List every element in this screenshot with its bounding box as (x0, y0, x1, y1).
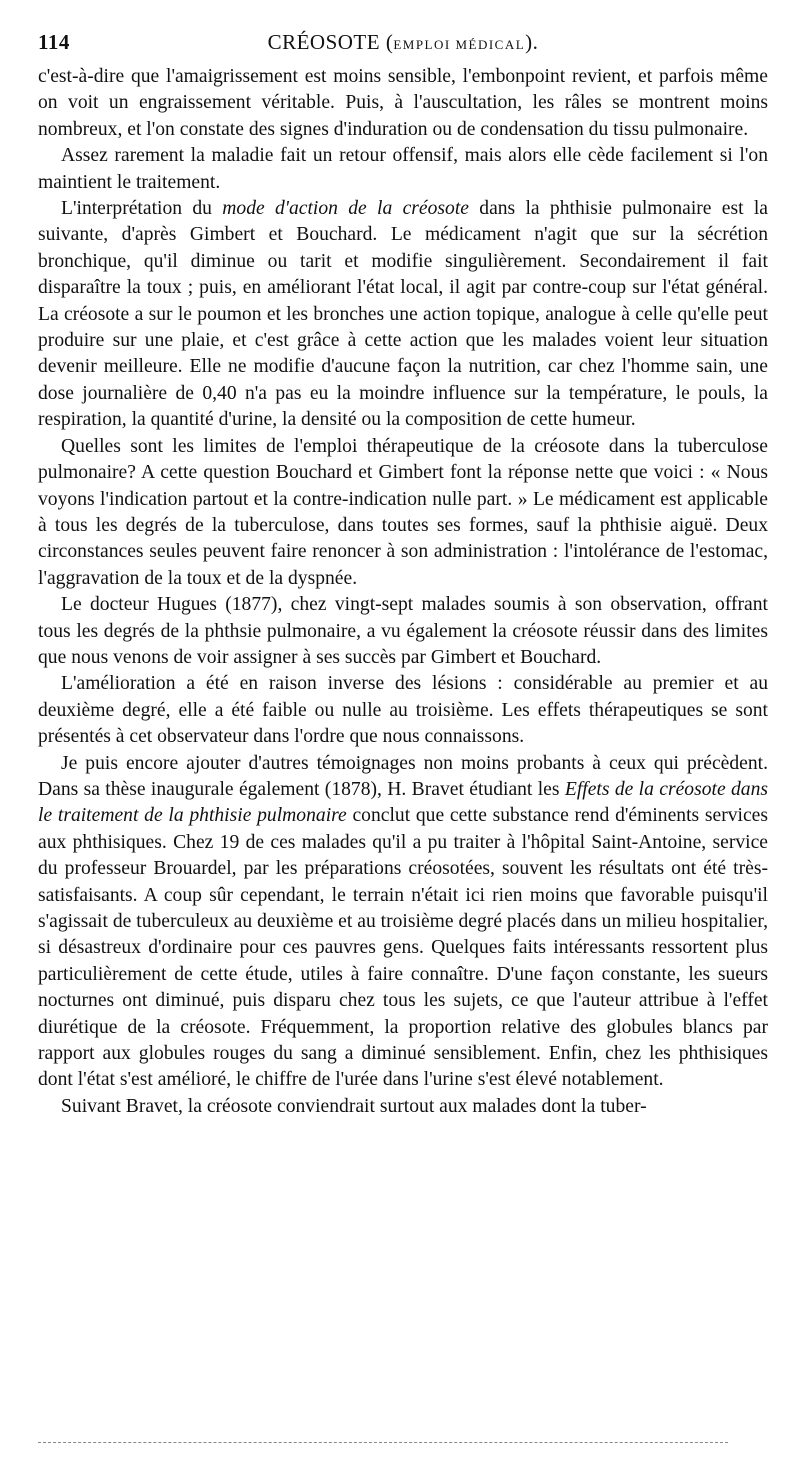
paragraph (38, 196, 768, 434)
text-run: L'interprétation du (61, 198, 223, 220)
running-title-end: ). (525, 30, 539, 54)
paragraph (38, 143, 768, 196)
paragraph (38, 671, 768, 750)
paragraph (38, 1094, 768, 1120)
page (38, 30, 768, 1120)
text-run: Assez rarement la maladie fait un retour offensif, mais alors elle cède facilement si l'on maintient le traitement. (38, 145, 768, 193)
paragraph (38, 751, 768, 1094)
paragraph (38, 592, 768, 671)
text-run: Quelles sont les limites de l'emploi thérapeutique de la créosote dans la tuberculose pulmonaire? A cette question Bouchard et Gimbert font la réponse nette que voici : « Nous voyons l'indication partout et la contre-indication nulle part. » Le médicament est applicable à tous les degrés de la tuberculose, dans toutes ses formes, sauf la phthisie aiguë. Deux circonstances seules peuvent faire renoncer à son administration : l'intolérance de l'estomac, l'aggravation de la toux et de la dyspnée. (38, 435, 768, 589)
text-run: c'est-à-dire que l'amaigrissement est moins sensible, l'embonpoint revient, et parfois même on voit un engraissement véritable. Puis, à l'auscultation, les râles se montrent moins nombreux, et l'on constate des signes d'induration ou de condensation du tissu pulmonaire. (38, 66, 768, 140)
text-run: Je puis encore ajouter d'autres témoignages non moins probants à ceux qui précèdent. Dans sa thèse inaugurale également (1878), H. Bravet étudiant les (38, 752, 768, 800)
text-run: L'amélioration a été en raison inverse des lésions : considérable au premier et au deuxième degré, elle a été faible ou nulle au troisième. Les effets thérapeutiques se sont présentés à cet observateur dans l'ordre que nous connaissons. (38, 673, 768, 748)
body-text (38, 64, 768, 1120)
italic-phrase: mode d'action de la créosote (222, 198, 469, 220)
italic-phrase: Effets de la créosote dans le traitement de la phthisie pulmonaire (38, 778, 769, 827)
running-title-subtitle: EMPLOI MÉDICAL (393, 37, 526, 52)
running-title-main: CRÉOSOTE ( (267, 30, 394, 54)
text-run: dans la phthisie pulmonaire est la suivante, d'après Gimbert et Bouchard. Le médicament n'agit que sur la sécrétion bronchique, qu'il diminue ou tarit et modifie singulièrement. Secondairement il fait disparaître la toux ; puis, en améliorant l'état local, il agit par contre-coup sur l'état général. La créosote a sur le poumon et les bronches une action topique, analogue à celle qu'elle peut produire sur une plaie, et c'est grâce à cette action que les malades voient leur situation devenir meilleure. Elle ne modifie d'aucune façon la nutrition, car chez l'homme sain, une dose journalière de 0,40 n'a pas eu la moindre influence sur la température, le pouls, la respiration, la quantité d'urine, la densité ou la composition de cette humeur. (38, 198, 769, 431)
page-number: 114 (38, 30, 70, 54)
paragraph (38, 434, 768, 592)
footer-rule (38, 1442, 728, 1443)
text-run: Le docteur Hugues (1877), chez vingt-sept malades soumis à son observation, offrant tous les degrés de la phthsie pulmonaire, a vu également la créosote réussir dans des limites que nous venons de voir assigner à ses succès par Gimbert et Bouchard. (38, 594, 768, 668)
text-run: conclut que cette substance rend d'éminents services aux phthisiques. Chez 19 de ces malades qu'il a pu traiter à l'hôpital Saint-Antoine, service du professeur Brouardel, par les préparations créosotées, souvent les résultats ont été très-satisfaisants. A coup sûr cependant, le terrain n'était ici rien moins que favorable puisqu'il s'agissait de tuberculeux au deuxième et au troisième degré placés dans un milieu hospitalier, si désastreux d'ordinaire pour ces pauvres gens. Quelques faits intéressants ressortent plus particulièrement de cette étude, utiles à faire connaître. D'une façon constante, les sueurs nocturnes ont diminué, puis disparu chez tous les sujets, ce que l'auteur attribue à l'effet diurétique de la créosote. Fréquemment, la proportion relative des globules blancs par rapport aux globules rouges du sang a diminué sensiblement. Enfin, chez les phthisiques dont l'état s'est amélioré, le chiffre de l'urée dans l'urine s'est élevé notablement. (38, 805, 768, 1091)
paragraph (38, 64, 768, 143)
running-header (38, 30, 768, 64)
running-title (38, 30, 768, 55)
text-run: Suivant Bravet, la créosote conviendrait surtout aux malades dont la tuber- (61, 1095, 647, 1117)
